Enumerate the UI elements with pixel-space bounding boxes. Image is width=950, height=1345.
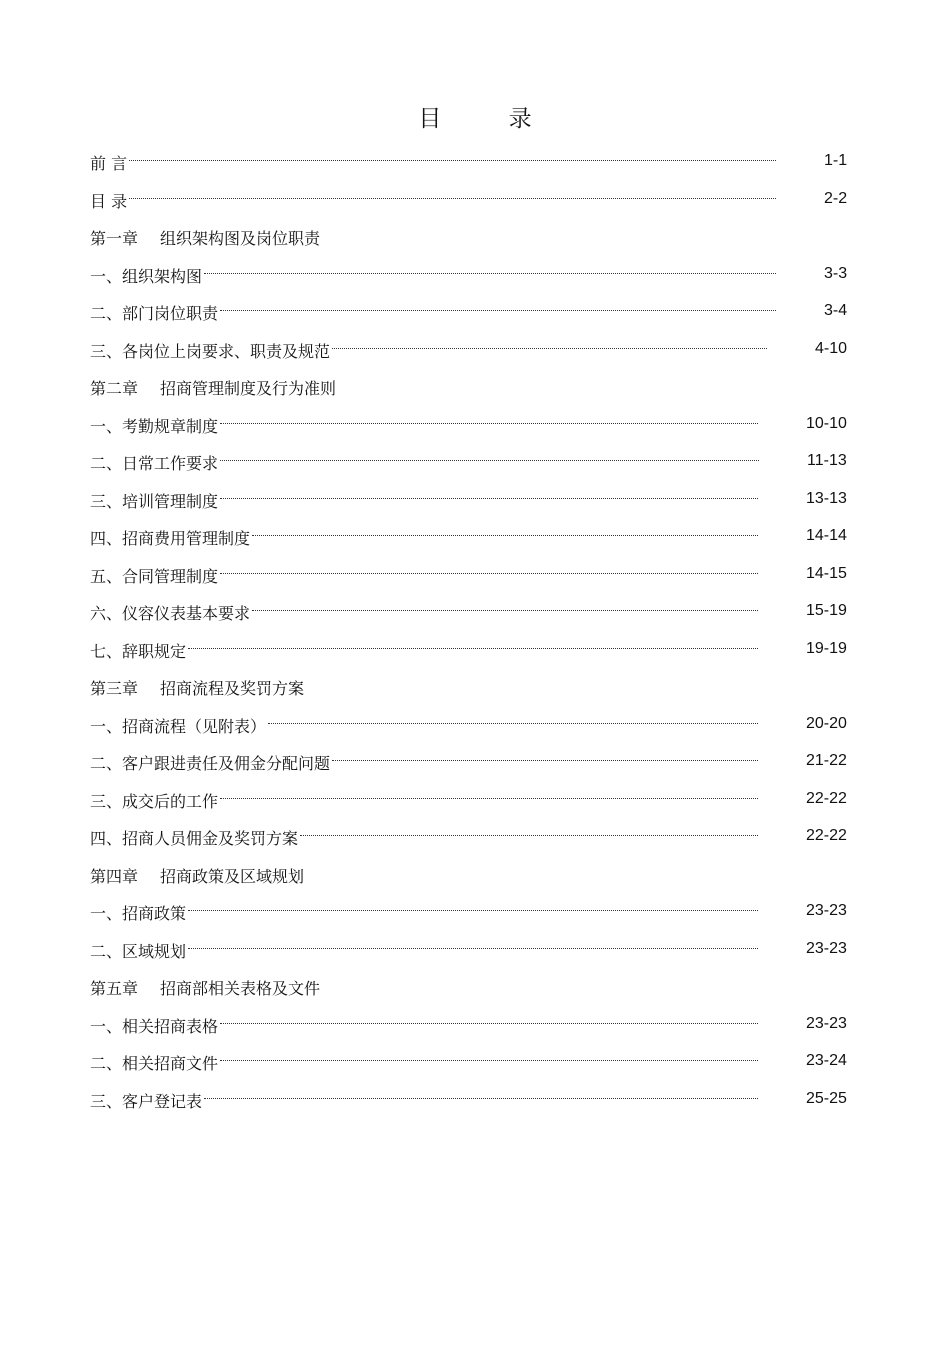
chapter-title [90,376,336,399]
page-range: 22-22 [806,827,847,844]
dot-leader [300,832,758,836]
toc-entry [90,143,870,181]
entry-label: 一、招商政策 [90,904,187,923]
chapter-number: 第二章 [90,379,139,398]
chapter-title [90,676,304,699]
entry-label: 五、合同管理制度 [90,566,219,586]
toc-entry [90,781,870,819]
entry-label: 四、招商费用管理制度 [90,529,251,548]
dot-leader [129,195,776,199]
entry-label: 一、招商流程（见附表） [90,716,267,736]
entry-label: 三、成交后的工作 [90,791,219,811]
chapter-label: 招商部相关表格及文件 [160,979,321,998]
toc-chapter-heading [90,668,870,706]
chapter-label: 招商政策及区域规划 [160,866,305,886]
page-range: 3-3 [824,264,848,282]
dot-leader [220,457,759,461]
entry-label: 六、仪容仪表基本要求 [90,604,251,623]
toc-entry [90,293,870,331]
dot-leader [188,907,758,911]
dot-leader [204,1095,758,1099]
page-range: 19-19 [806,639,847,657]
toc-entry [90,443,870,481]
page-range: 23-24 [806,1052,847,1069]
entry-label: 前 言 [90,154,128,173]
toc-chapter-heading [90,368,870,406]
chapter-number: 第四章 [90,866,139,886]
entry-label: 三、各岗位上岗要求、职责及规范 [90,341,331,361]
dot-leader [252,607,758,611]
toc-chapter-heading [90,968,870,1006]
page-range: 20-20 [806,714,847,732]
toc-entry [90,331,870,369]
dot-leader [252,532,758,536]
entry-label: 三、培训管理制度 [90,491,219,511]
chapter-title [90,864,304,887]
page-range: 14-15 [806,564,847,582]
entry-label: 一、组织架构图 [90,266,203,286]
entry-label: 二、客户跟进责任及佣金分配问题 [90,754,331,773]
toc-entry [90,893,870,931]
toc-entry [90,1006,870,1044]
toc-entry [90,406,870,444]
entry-label: 二、日常工作要求 [90,454,219,473]
dot-leader [268,720,758,724]
toc-entry [90,518,870,556]
page-range: 23-23 [806,1014,847,1032]
page-range: 10-10 [806,414,847,432]
entry-label: 一、相关招商表格 [90,1016,219,1036]
toc-entry [90,931,870,969]
dot-leader [220,420,758,424]
dot-leader [220,1020,758,1024]
page-range: 15-19 [806,602,847,619]
toc-entry [90,593,870,631]
entry-label: 二、区域规划 [90,941,187,961]
entry-label: 目 录 [90,191,128,211]
toc-chapter-heading [90,856,870,894]
page-range: 3-4 [824,302,848,319]
dot-leader [220,495,758,499]
page-range: 25-25 [806,1089,847,1107]
page-range: 21-22 [806,752,847,769]
chapter-title [90,226,320,249]
entry-label: 二、部门岗位职责 [90,304,219,323]
chapter-number: 第三章 [90,679,139,698]
toc-entry [90,706,870,744]
page-title: 目 录 [418,106,562,132]
page-range: 2-2 [824,189,848,207]
toc-entry [90,181,870,219]
entry-label: 二、相关招商文件 [90,1054,219,1073]
dot-leader [332,757,758,761]
page-range: 14-14 [806,527,847,544]
page-range: 11-13 [807,452,847,469]
toc-entry [90,743,870,781]
toc-entry [90,818,870,856]
chapter-label: 招商管理制度及行为准则 [160,379,337,398]
dot-leader [129,157,776,161]
entry-label: 三、客户登记表 [90,1091,203,1111]
chapter-number: 第一章 [90,229,139,248]
dot-leader [220,570,758,574]
dot-leader [332,345,767,349]
table-of-contents [90,143,870,1118]
dot-leader [220,307,776,311]
page-range: 4-10 [815,339,848,357]
page-range: 13-13 [806,489,847,507]
page-range: 22-22 [806,789,847,807]
dot-leader [188,945,758,949]
page-range: 23-23 [806,939,847,957]
entry-label: 七、辞职规定 [90,641,187,661]
toc-entry [90,1081,870,1119]
entry-label: 一、考勤规章制度 [90,416,219,436]
page-range: 23-23 [806,902,847,919]
page-range: 1-1 [824,152,848,169]
dot-leader [204,270,776,274]
toc-entry [90,631,870,669]
dot-leader [220,795,758,799]
toc-entry [90,481,870,519]
chapter-label: 招商流程及奖罚方案 [160,679,305,698]
chapter-number: 第五章 [90,979,139,998]
toc-entry [90,256,870,294]
dot-leader [220,1057,758,1061]
chapter-label: 组织架构图及岗位职责 [160,229,321,248]
dot-leader [188,645,758,649]
entry-label: 四、招商人员佣金及奖罚方案 [90,829,299,848]
chapter-title [90,976,320,999]
toc-entry [90,556,870,594]
toc-chapter-heading [90,218,870,256]
toc-entry [90,1043,870,1081]
